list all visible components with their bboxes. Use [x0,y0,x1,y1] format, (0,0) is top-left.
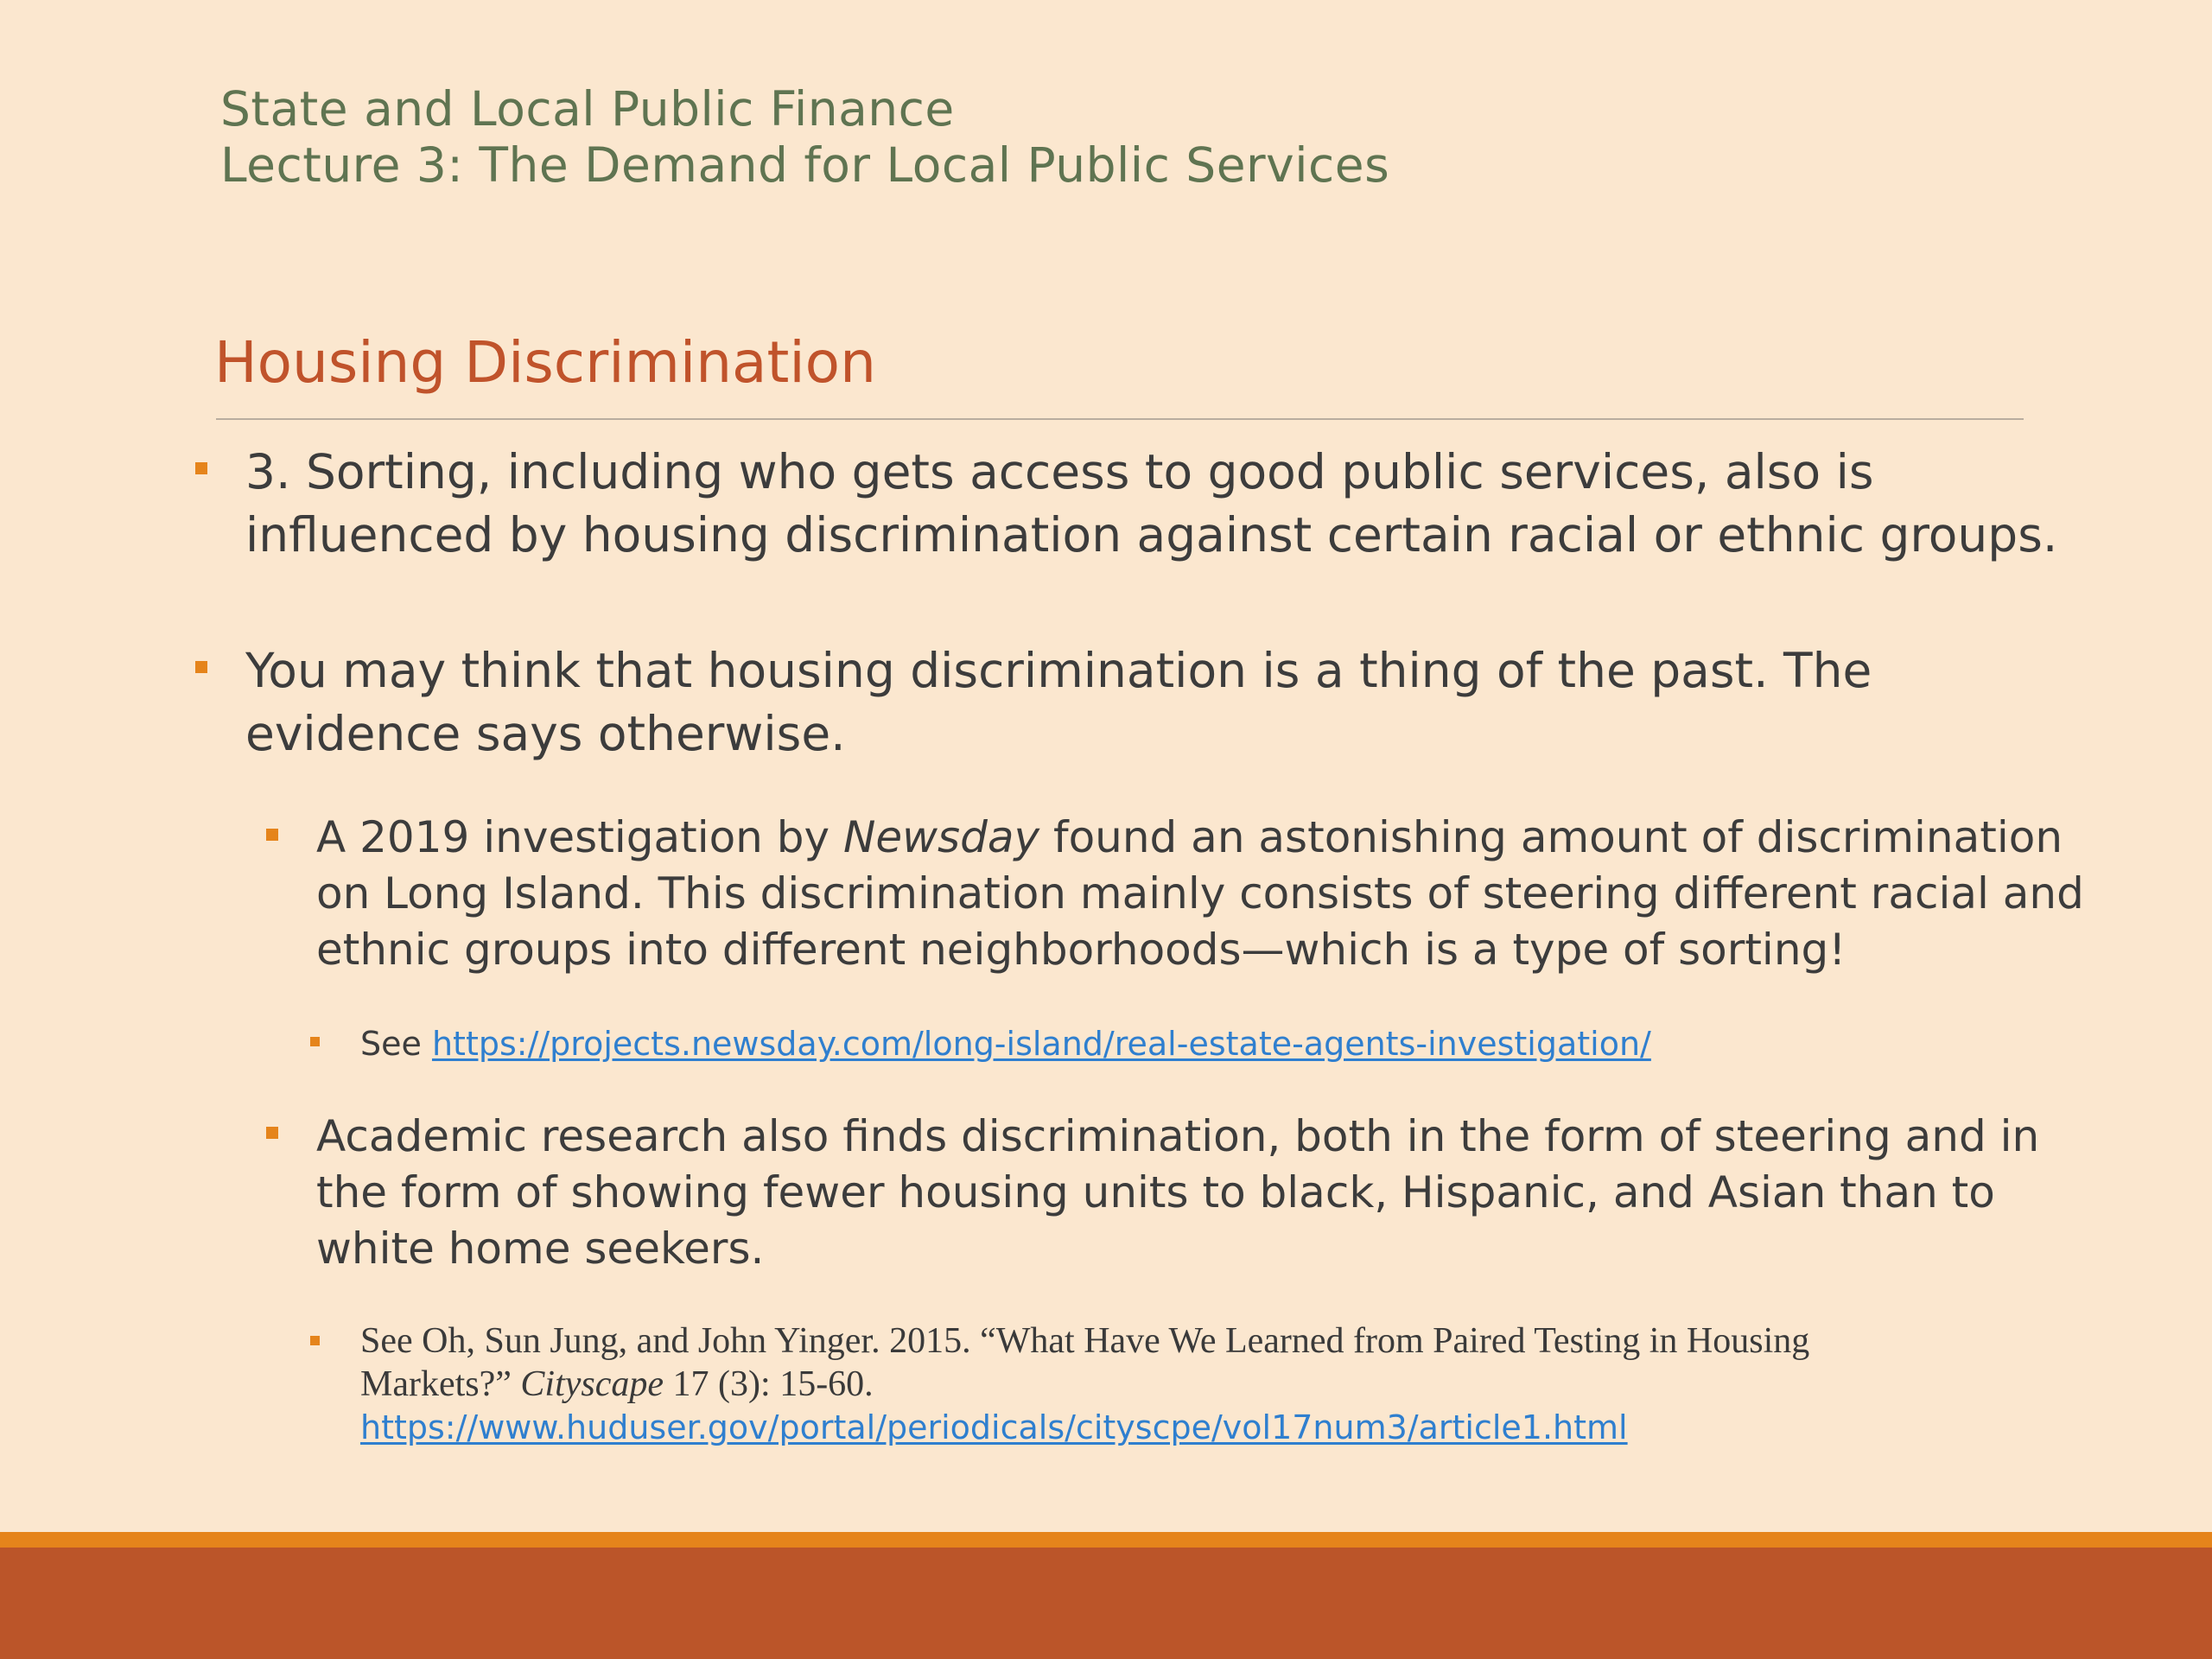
citation-link-row [360,1406,1809,1449]
bullet-sorting [245,441,2057,567]
course-title: State and Local Public Finance [220,81,955,137]
course-header [220,81,1389,194]
bullet-sorting-line2: influenced by housing discrimination against certain racial or ethnic groups. [245,507,2058,563]
lecture-title: Lecture 3: The Demand for Local Public Services [220,137,1390,193]
title-divider [216,418,2024,420]
bullet-evidence [245,639,1872,766]
bullet-sorting-line1: 3. Sorting, including who gets access to good public services, also is [245,444,1874,499]
newsday-reference [360,1022,1651,1065]
citation-line1: See Oh, Sun Jung, and John Yinger. 2015. “What Have We Learned from Paired Testing in Housing [360,1321,1810,1361]
citation-line2-end: 17 (3): 15-60. [664,1364,874,1404]
footer-band [0,1548,2212,1659]
footer-stripe [0,1532,2212,1548]
newsday-line1-start: A 2019 investigation by [316,812,843,862]
huduser-link[interactable]: https://www.huduser.gov/portal/periodicals/cityscpe/vol17num3/article1.html [360,1408,1628,1446]
sub-bullet-academic-line1: Academic research also finds discrimination, both in the form of steering and in [316,1111,2040,1161]
bullet-evidence-line1: You may think that housing discrimination is a thing of the past. The [245,643,1872,698]
sub-sub-bullet-marker [310,1037,320,1046]
sub-bullet-marker [266,829,278,841]
sub-bullet-newsday [316,810,2084,978]
citation-reference [360,1319,1809,1449]
citation-line2-start: Markets?” [360,1364,521,1404]
sub-bullet-academic [316,1109,2039,1277]
newsday-reference-prefix: See [360,1025,432,1063]
bullet-marker [195,462,207,474]
slide-title: Housing Discrimination [214,329,876,396]
citation-line2 [360,1363,1809,1406]
newsday-line1-end: found an astonishing amount of discrimination [1039,812,2063,862]
sub-bullet-academic-line2: the form of showing fewer housing units to black, Hispanic, and Asian than to [316,1167,1995,1217]
sub-bullet-academic-line3: white home seekers. [316,1224,765,1274]
sub-bullet-marker [266,1127,278,1139]
sub-sub-bullet-marker [310,1336,320,1345]
citation-journal: Cityscape [520,1364,664,1404]
newsday-link[interactable]: https://projects.newsday.com/long-island/real-estate-agents-investigation/ [431,1025,1651,1063]
bullet-evidence-line2: evidence says otherwise. [245,706,846,761]
sub-bullet-newsday-line2: on Long Island. This discrimination mainly consists of steering different racial and [316,868,2084,918]
sub-bullet-newsday-line3: ethnic groups into different neighborhoods—which is a type of sorting! [316,925,1847,975]
newsday-publication: Newsday [843,812,1040,862]
bullet-marker [195,661,207,673]
sub-bullet-newsday-line1 [316,810,2084,866]
